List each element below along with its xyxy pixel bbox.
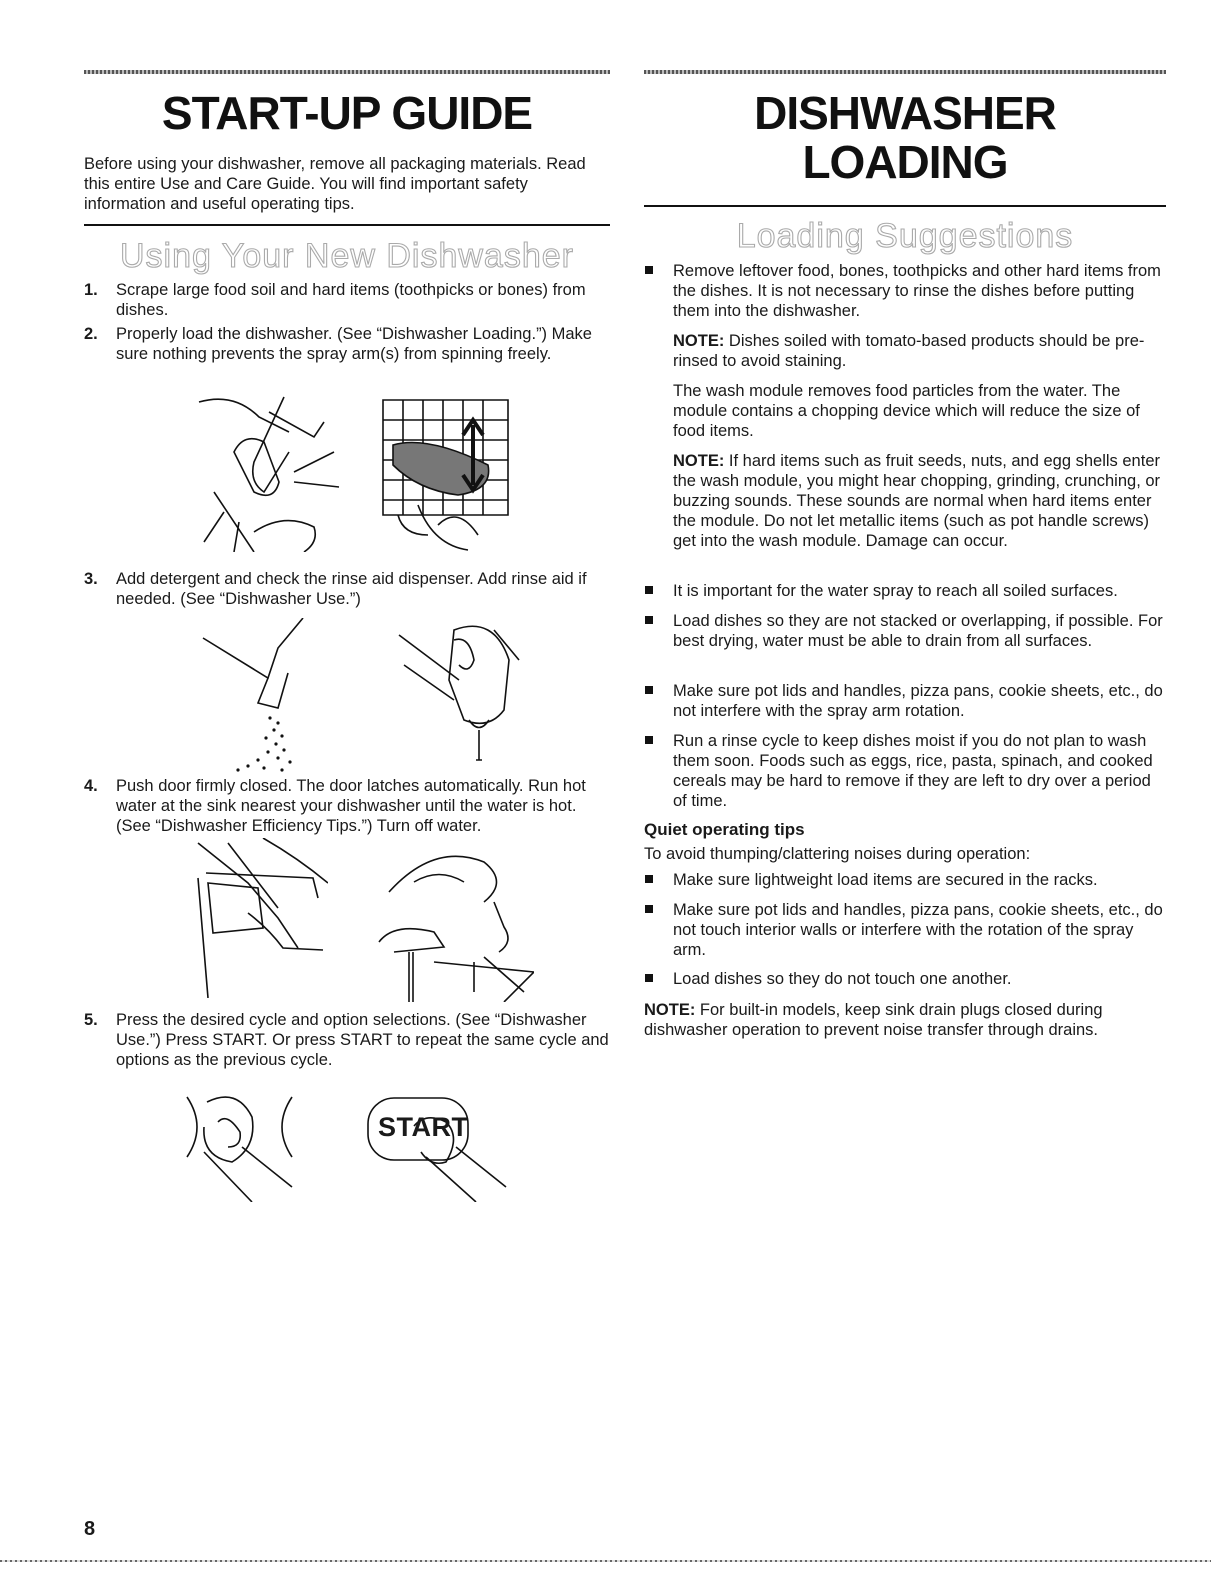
wash-module-paragraph: The wash module removes food particles from the water. The module contains a chopping device which will reduce the size of food items. bbox=[673, 382, 1140, 440]
scrape-dishes-illustration bbox=[194, 392, 344, 552]
step-text: Add detergent and check the rinse aid dispenser. Add rinse aid if needed. (See “Dishwasher Use.”) bbox=[116, 570, 587, 608]
note-text: For built-in models, keep sink drain plugs closed during dishwasher operation to prevent noise transfer through drains. bbox=[644, 1001, 1103, 1039]
step-1 bbox=[84, 280, 610, 320]
section-heading: Loading Suggestions bbox=[736, 217, 1074, 255]
bullet-item bbox=[644, 611, 1166, 651]
bullet-text: Run a rinse cycle to keep dishes moist if you do not plan to wash them soon. Foods such as eggs, rice, pasta, spinach, and cooked cereals may be hard to remove if they are left to dry over a period of time. bbox=[673, 732, 1153, 810]
bullet-item bbox=[644, 261, 1166, 321]
bullet-square bbox=[645, 974, 653, 982]
start-button-illustration bbox=[346, 1092, 526, 1202]
note-label: NOTE: bbox=[673, 332, 725, 350]
bullet-text: Remove leftover food, bones, toothpicks and other hard items from the dishes. It is not necessary to rinse the dishes before putting them into the dishwasher. bbox=[673, 262, 1161, 320]
step-2 bbox=[84, 324, 610, 364]
step-3 bbox=[84, 569, 610, 609]
load-rack-illustration bbox=[378, 395, 518, 555]
bullet-square bbox=[645, 616, 653, 624]
bullet-text: It is important for the water spray to reach all soiled surfaces. bbox=[673, 582, 1118, 600]
bottom-rule bbox=[0, 1560, 1211, 1562]
step-number: 3. bbox=[84, 570, 98, 588]
intro-text: Before using your dishwasher, remove all packaging materials. Read this entire Use and Care Guide. You will find important safety information and useful operating tips. bbox=[84, 155, 586, 213]
bullet-text: Make sure lightweight load items are secured in the racks. bbox=[673, 871, 1098, 889]
press-cycle-button-illustration bbox=[182, 1092, 332, 1202]
bullet-text: Load dishes so they do not touch one another. bbox=[673, 970, 1012, 988]
note-text: If hard items such as fruit seeds, nuts, and egg shells enter the wash module, you might hear chopping, grinding, crunching, or buzzing sounds. These sounds are normal when hard items enter the module. Do not let metallic items (such as pot handle screws) get into the wash module. Damage can occur. bbox=[673, 452, 1161, 550]
close-door-illustration bbox=[188, 838, 328, 998]
step-number: 5. bbox=[84, 1011, 98, 1029]
bullet-item bbox=[644, 731, 1166, 811]
loading-title-line2: LOADING bbox=[802, 136, 1008, 188]
note-paragraph bbox=[673, 331, 1166, 371]
step-number: 1. bbox=[84, 281, 98, 299]
bullet-square bbox=[645, 875, 653, 883]
quiet-tips-heading: Quiet operating tips bbox=[644, 820, 805, 839]
loading-title-line1: DISHWASHER bbox=[754, 87, 1056, 139]
bullet-item bbox=[644, 581, 1166, 601]
step-text: Press the desired cycle and option selections. (See “Dishwasher Use.”) Press START. Or press START to repeat the same cycle and options as the previous cycle. bbox=[116, 1011, 609, 1069]
bullet-text: Load dishes so they are not stacked or overlapping, if possible. For best drying, water must be able to drain from all surfaces. bbox=[673, 612, 1163, 650]
bullet-item bbox=[644, 681, 1166, 721]
step-number: 2. bbox=[84, 325, 98, 343]
bullet-item bbox=[644, 969, 1166, 989]
bullet-text: Make sure pot lids and handles, pizza pans, cookie sheets, etc., do not interfere with the spray arm rotation. bbox=[673, 682, 1163, 720]
bullet-square bbox=[645, 905, 653, 913]
bullet-square bbox=[645, 586, 653, 594]
quiet-tips-intro: To avoid thumping/clattering noises during operation: bbox=[644, 845, 1031, 863]
bullet-text: Make sure pot lids and handles, pizza pans, cookie sheets, etc., do not touch interior walls or interfere with the rotation of the spray arm. bbox=[673, 901, 1163, 959]
bullet-square bbox=[645, 266, 653, 274]
step-text: Scrape large food soil and hard items (toothpicks or bones) from dishes. bbox=[116, 281, 586, 319]
section-rule bbox=[644, 205, 1166, 207]
bullet-square bbox=[645, 686, 653, 694]
step-4 bbox=[84, 776, 610, 836]
note-label: NOTE: bbox=[644, 1001, 696, 1019]
bullet-square bbox=[645, 736, 653, 744]
final-note bbox=[644, 1000, 1166, 1040]
rinse-aid-bottle-illustration bbox=[394, 620, 524, 770]
faucet-illustration bbox=[374, 842, 534, 1002]
note-label: NOTE: bbox=[673, 452, 725, 470]
section-rule bbox=[84, 224, 610, 226]
bullet-item bbox=[644, 870, 1166, 890]
start-button-label: START bbox=[378, 1112, 469, 1142]
step-5 bbox=[84, 1010, 610, 1070]
bullet-item bbox=[644, 900, 1166, 960]
page-title: START-UP GUIDE bbox=[161, 87, 533, 139]
top-rule-left bbox=[84, 70, 610, 74]
step-text: Properly load the dishwasher. (See “Dishwasher Loading.”) Make sure nothing prevents the spray arm(s) from spinning freely. bbox=[116, 325, 592, 363]
note-text: Dishes soiled with tomato-based products should be pre-rinsed to avoid staining. bbox=[673, 332, 1145, 370]
note-paragraph bbox=[673, 451, 1166, 551]
page-number: 8 bbox=[84, 1518, 96, 1540]
pour-detergent-illustration bbox=[198, 618, 338, 788]
top-rule-right bbox=[644, 70, 1166, 74]
section-heading: Using Your New Dishwasher bbox=[120, 237, 574, 275]
step-text: Push door firmly closed. The door latches automatically. Run hot water at the sink nearest your dishwasher until the water is hot. (See “Dishwasher Efficiency Tips.”) Turn off water. bbox=[116, 777, 586, 835]
step-number: 4. bbox=[84, 777, 98, 795]
